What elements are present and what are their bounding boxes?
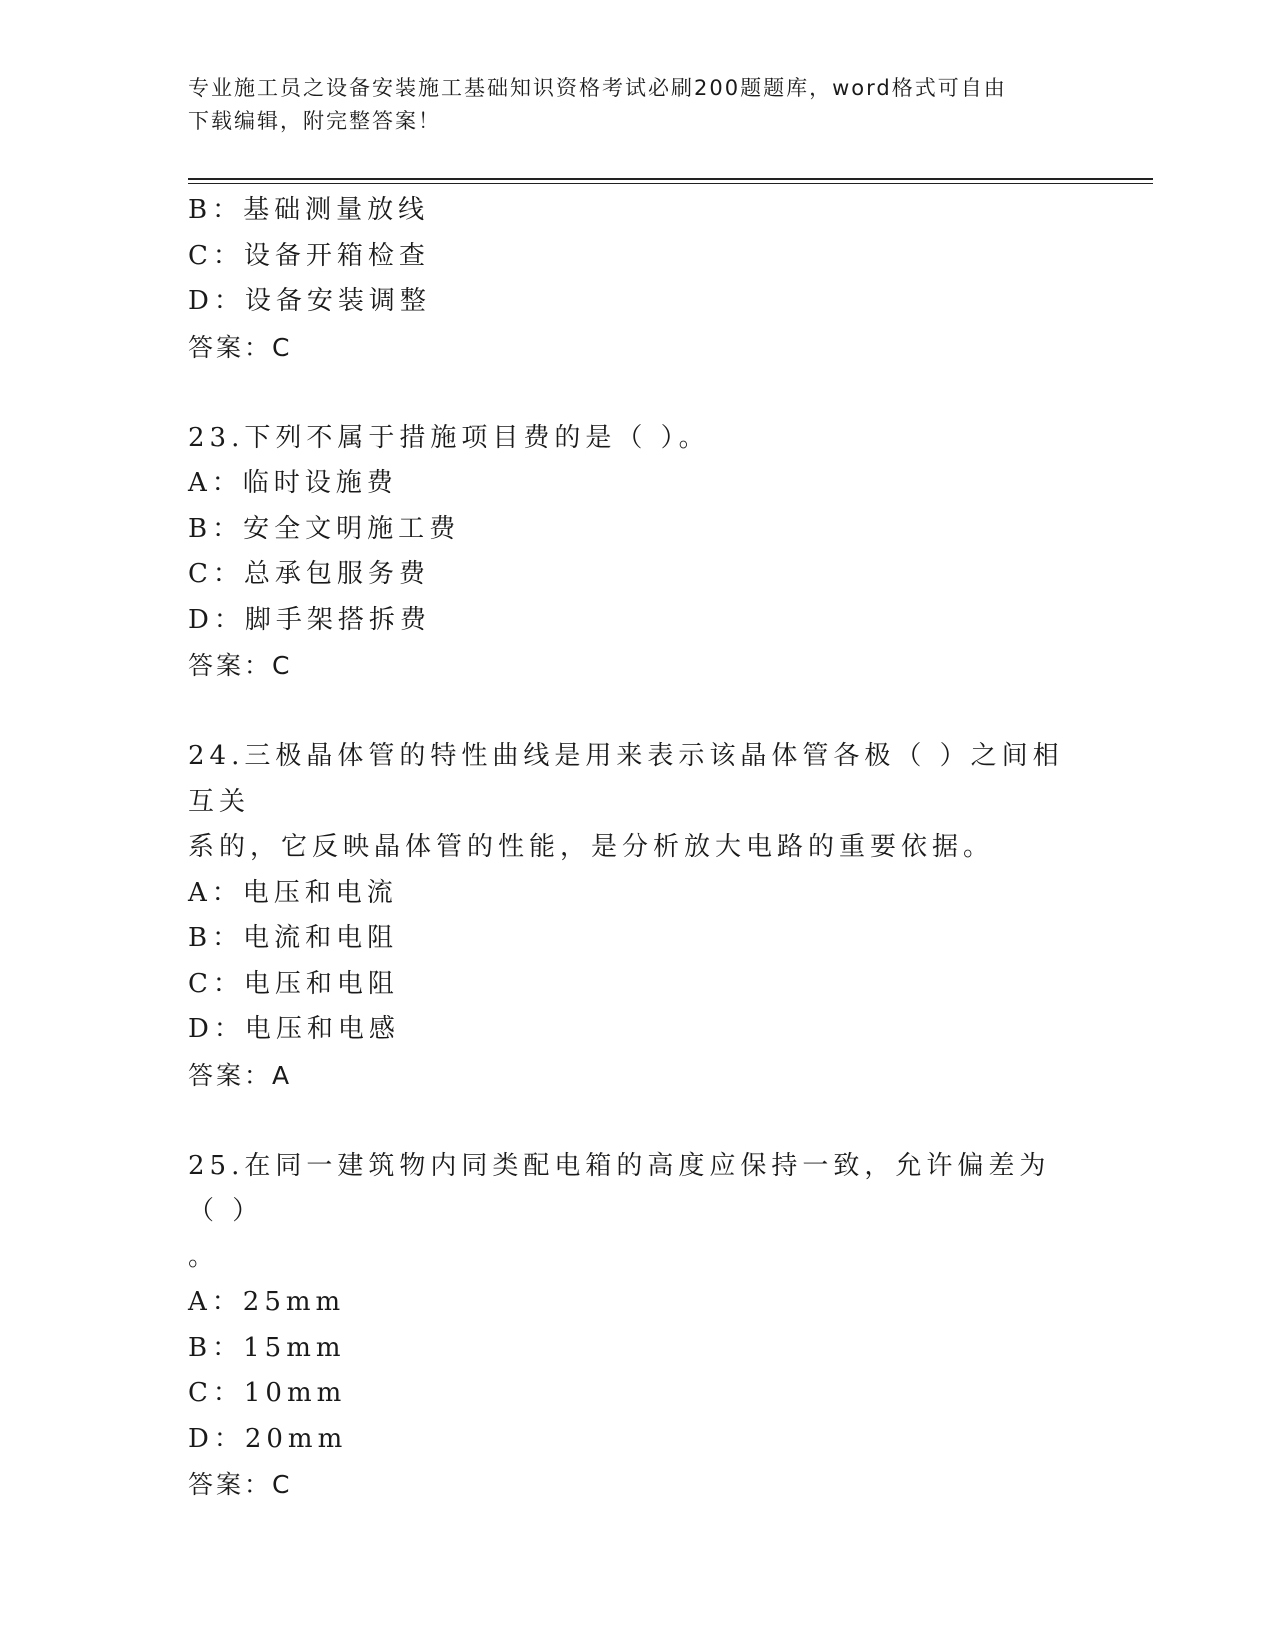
q24-option-a: A：电压和电流	[188, 877, 398, 908]
q25-option-a: A：25mm	[188, 1287, 346, 1317]
question-spacer	[188, 1098, 1068, 1144]
header-divider-thin	[188, 183, 1153, 184]
question-25	[188, 1144, 1068, 1508]
question-22-partial	[188, 188, 1068, 370]
question-24	[188, 734, 1068, 1098]
question-23	[188, 416, 1068, 689]
q22-option-b: B：基础测量放线	[188, 195, 430, 225]
q24-stem-line-2: 系的，它反映晶体管的性能，是分析放大电路的重要依据。	[188, 832, 995, 862]
question-list	[188, 188, 1068, 1508]
q22-option-c: C：设备开箱检查	[188, 240, 430, 271]
q24-option-c: C：电压和电阻	[188, 968, 399, 999]
q24-option-b: B：电流和电阻	[188, 923, 399, 953]
q22-option-d: D：设备安装调整	[188, 286, 431, 316]
q24-option-d: D：电压和电感	[188, 1014, 400, 1044]
q23-option-a: A：临时设施费	[188, 468, 398, 498]
q24-stem-line-1: 24.三极晶体管的特性曲线是用来表示该晶体管各极（ ）之间相互关	[188, 741, 1064, 817]
q22-answer: 答案：C	[188, 332, 293, 362]
q23-answer: 答案：C	[188, 651, 293, 680]
q23-option-d: D：脚手架搭拆费	[188, 604, 431, 635]
q25-option-d: D：20mm	[188, 1423, 348, 1454]
question-spacer	[188, 370, 1068, 416]
q25-stem-line-2: 。	[188, 1241, 220, 1272]
header-line-1: 专业施工员之设备安装施工基础知识资格考试必刷200题题库，word格式可自由	[188, 76, 1007, 100]
header-divider-thick	[188, 178, 1153, 180]
q25-answer: 答案：C	[188, 1470, 293, 1499]
q24-answer: 答案：A	[188, 1060, 293, 1090]
question-spacer	[188, 689, 1068, 735]
header-line-2: 下载编辑，附完整答案！	[188, 109, 441, 133]
q25-option-b: B：15mm	[188, 1332, 346, 1363]
q25-option-c: C：10mm	[188, 1378, 347, 1408]
q23-option-c: C：总承包服务费	[188, 559, 430, 589]
q25-stem-line-1: 25.在同一建筑物内同类配电箱的高度应保持一致，允许偏差为（ ）	[188, 1150, 1051, 1226]
q23-option-b: B：安全文明施工费	[188, 513, 461, 544]
q23-stem: 23.下列不属于措施项目费的是（ ）。	[188, 422, 710, 453]
document-header	[188, 72, 1068, 138]
